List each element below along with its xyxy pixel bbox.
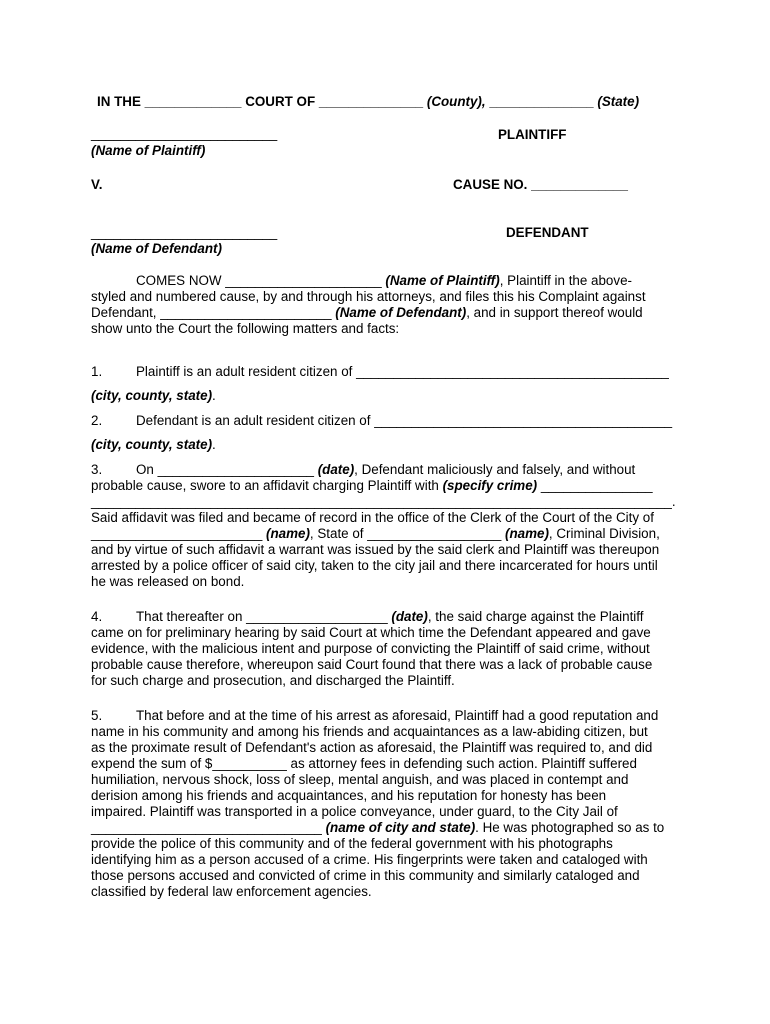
caption-county-label: (County), <box>426 94 486 109</box>
allegation-4: 4. That thereafter on ___________________ (date), the said charge against the Plaintiff came on for preliminary hearing by said Court at which time the Defendant appeared and gave evidence, with the malicious intent and purpose of convicting the Plaintiff of said crime, without probable cause therefore, whereupon said Court found that there was a lack of probable cause for such charge and prosecution, and discharged the Plaintiff. <box>91 609 653 688</box>
defendant-role: DEFENDANT <box>506 225 589 240</box>
allegation-2: 2. Defendant is an adult resident citizen of ________________________________________ <box>91 413 673 428</box>
allegation-2-tail: (city, county, state). <box>91 437 216 452</box>
allegation-1-tail: (city, county, state). <box>91 388 216 403</box>
caption-court-blank: _____________ <box>144 94 242 109</box>
allegation-number: 4. <box>91 609 103 624</box>
caption-county-blank: ______________ <box>318 94 424 109</box>
allegation-number: 5. <box>91 708 103 723</box>
allegation-number: 3. <box>91 462 103 477</box>
plaintiff-name-blank: _________________________ <box>91 126 278 141</box>
caption-state-blank: ______________ <box>489 94 594 109</box>
caption-court-of: COURT OF <box>245 94 316 109</box>
intro-paragraph: COMES NOW _____________________ (Name of Plaintiff), Plaintiff in the above- styled and numbered cause, by and through his attorneys, and files this his Complaint against Defendant, _______________________ (Name of Defendant), and in support thereof would show unto the Court the following matters and facts: <box>91 273 646 336</box>
allegation-5: 5. That before and at the time of his arrest as aforesaid, Plaintiff had a good reputation and name in his community and among his friends and acquaintances as a law-abiding citizen, but as the proximate result of Defendant's action as aforesaid, the Plaintiff was required to, and did expend the sum of $__________ as attorney fees in defending such action. Plaintiff suffered humiliation, nervous shock, loss of sleep, mental anguish, and was placed in contempt and derision among his friends and acquaintances, and his reputation for honesty has been impaired. Plaintiff was transported in a police conveyance, under guard, to the City Jail of _______________________________ (name of city and state). He was photographed so as to provide the police of this community and of the federal government with his photographs identifying him as a person accused of a crime. His fingerprints were taken and cataloged with those persons accused and convicted of crime in this community and similarly cataloged and classified by federal law enforcement agencies. <box>91 708 665 899</box>
plaintiff-name-label: (Name of Plaintiff) <box>91 143 206 158</box>
caption-state-label: (State) <box>597 94 640 109</box>
allegation-number: 2. <box>91 413 103 428</box>
allegation-3: 3. On _____________________ (date), Defendant maliciously and falsely, and without probable cause, swore to an affidavit charging Plaintiff with (specify crime) _______________ ______________________________________________________________________________. Said affidavit was filed and became of record in the office of the Clerk of the Court of the City of _______________________ (name), State of __________________ (name), Criminal Division, and by virtue of such affidavit a warrant was issued by the said clerk and Plaintiff was thereupon arrested by a police officer of said city, taken to the city jail and there incarcerated for hours until he was released on bond. <box>91 462 676 589</box>
versus-label: V. <box>91 177 103 192</box>
allegation-number: 1. <box>91 364 103 379</box>
defendant-name-label: (Name of Defendant) <box>91 241 222 256</box>
cause-number: CAUSE NO. _____________ <box>453 177 628 192</box>
defendant-name-blank: _________________________ <box>91 225 278 240</box>
court-caption <box>97 94 639 110</box>
caption-in-the: IN THE <box>97 94 141 109</box>
plaintiff-role: PLAINTIFF <box>498 127 567 142</box>
allegation-1: 1. Plaintiff is an adult resident citizen of __________________________________________ <box>91 364 669 379</box>
